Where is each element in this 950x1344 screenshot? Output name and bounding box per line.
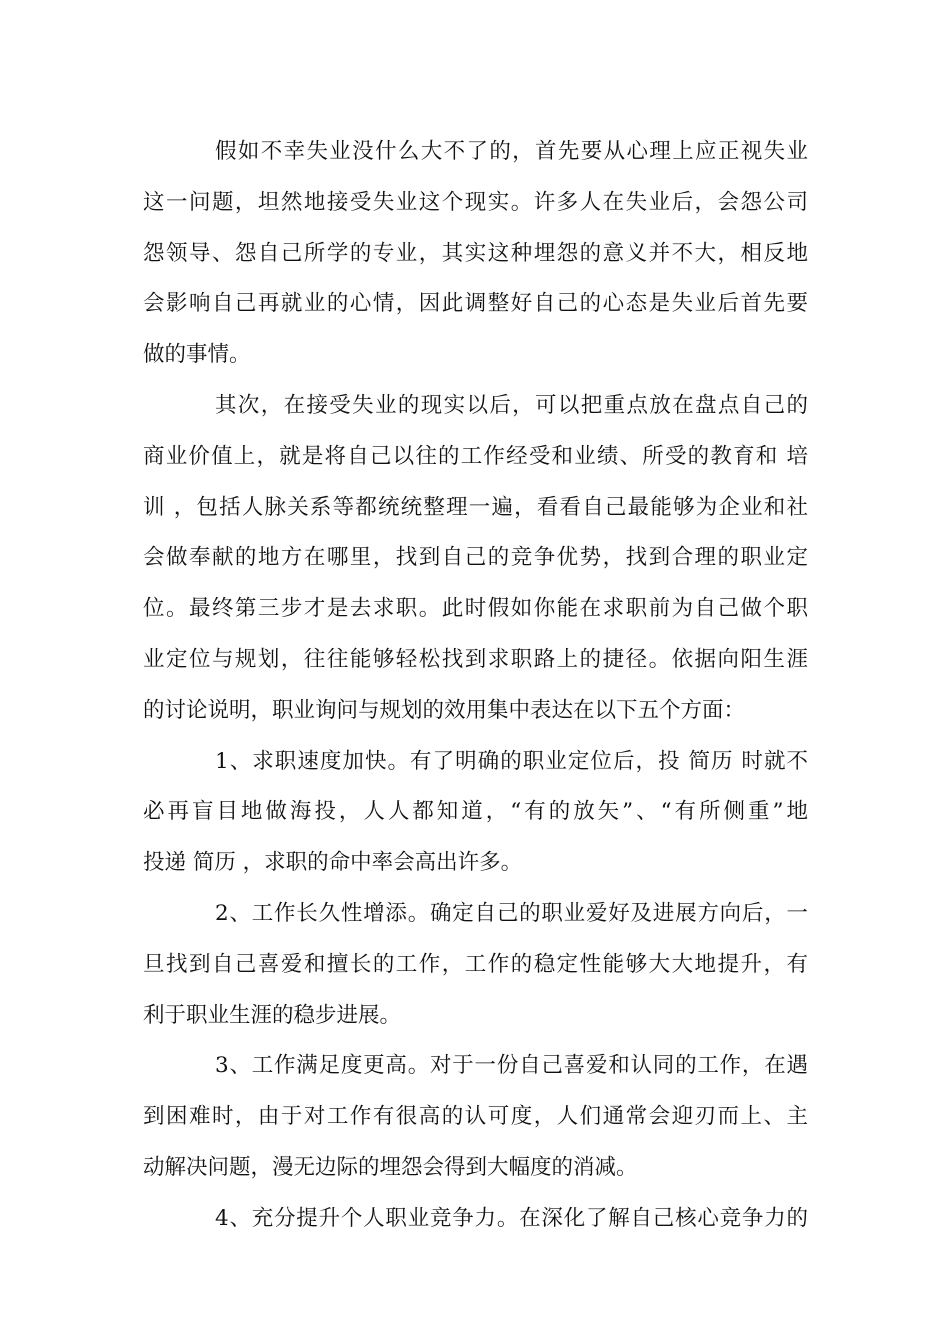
- text-line: 位。最终第三步才是去求职。此时假如你能在求职前为自己做个职: [143, 596, 808, 622]
- text-line: 商业价值上，就是将自己以往的工作经受和业绩、所受的教育和 培: [143, 443, 808, 469]
- text-line: 3、工作满足度更高。对于一份自己喜爱和认同的工作，在遇: [215, 1053, 808, 1079]
- text-line: 的讨论说明，职业询问与规划的效用集中表达在以下五个方面：: [143, 697, 746, 723]
- text-line: 投递 简历 ，求职的命中率会高出许多。: [143, 850, 523, 876]
- text-line: 到困难时，由于对工作有很高的认可度，人们通常会迎刃而上、主: [143, 1104, 808, 1130]
- text-line: 利于职业生涯的稳步进展。: [143, 1002, 402, 1028]
- text-line: 会做奉献的地方在哪里，找到自己的竞争优势，找到合理的职业定: [143, 545, 808, 571]
- text-line: 动解决问题，漫无边际的埋怨会得到大幅度的消减。: [143, 1154, 638, 1180]
- paragraph-career-value: [143, 381, 808, 737]
- list-item-1: [143, 737, 808, 889]
- list-item-3: [143, 1041, 808, 1193]
- text-line: 训 ，包括人脉关系等都统统整理一遍，看看自己最能够为企业和社: [143, 494, 808, 520]
- text-line: 4、充分提升个人职业竞争力。在深化了解自己核心竞争力的: [215, 1205, 808, 1231]
- text-line: 2、工作长久性增添。确定自己的职业爱好及进展方向后，一: [215, 900, 808, 926]
- text-line: 假如不幸失业没什么大不了的，首先要从心理上应正视失业: [215, 139, 808, 164]
- text-line: 旦找到自己喜爱和擅长的工作，工作的稳定性能够大大地提升，有: [143, 951, 808, 977]
- text-line: 会影响自己再就业的心情，因此调整好自己的心态是失业后首先要: [143, 291, 808, 317]
- text-line: 必再盲目地做海投，人人都知道，“有的放矢”、“有所侧重”地: [143, 799, 808, 825]
- document-body: [143, 127, 808, 1245]
- list-item-2: [143, 889, 808, 1041]
- text-line: 1、求职速度加快。有了明确的职业定位后，投 简历 时就不: [215, 748, 808, 774]
- list-item-4: [143, 1194, 808, 1245]
- text-line: 其次，在接受失业的现实以后，可以把重点放在盘点自己的: [215, 392, 808, 418]
- text-line: 这一问题，坦然地接受失业这个现实。许多人在失业后，会怨公司: [143, 189, 808, 215]
- text-line: 怨领导、怨自己所学的专业，其实这种埋怨的意义并不大，相反地: [143, 240, 808, 266]
- text-line: 做的事情。: [143, 342, 251, 368]
- text-line: 业定位与规划，往往能够轻松找到求职路上的捷径。依据向阳生涯: [143, 646, 808, 672]
- paragraph-unemployment-mindset: [143, 127, 808, 381]
